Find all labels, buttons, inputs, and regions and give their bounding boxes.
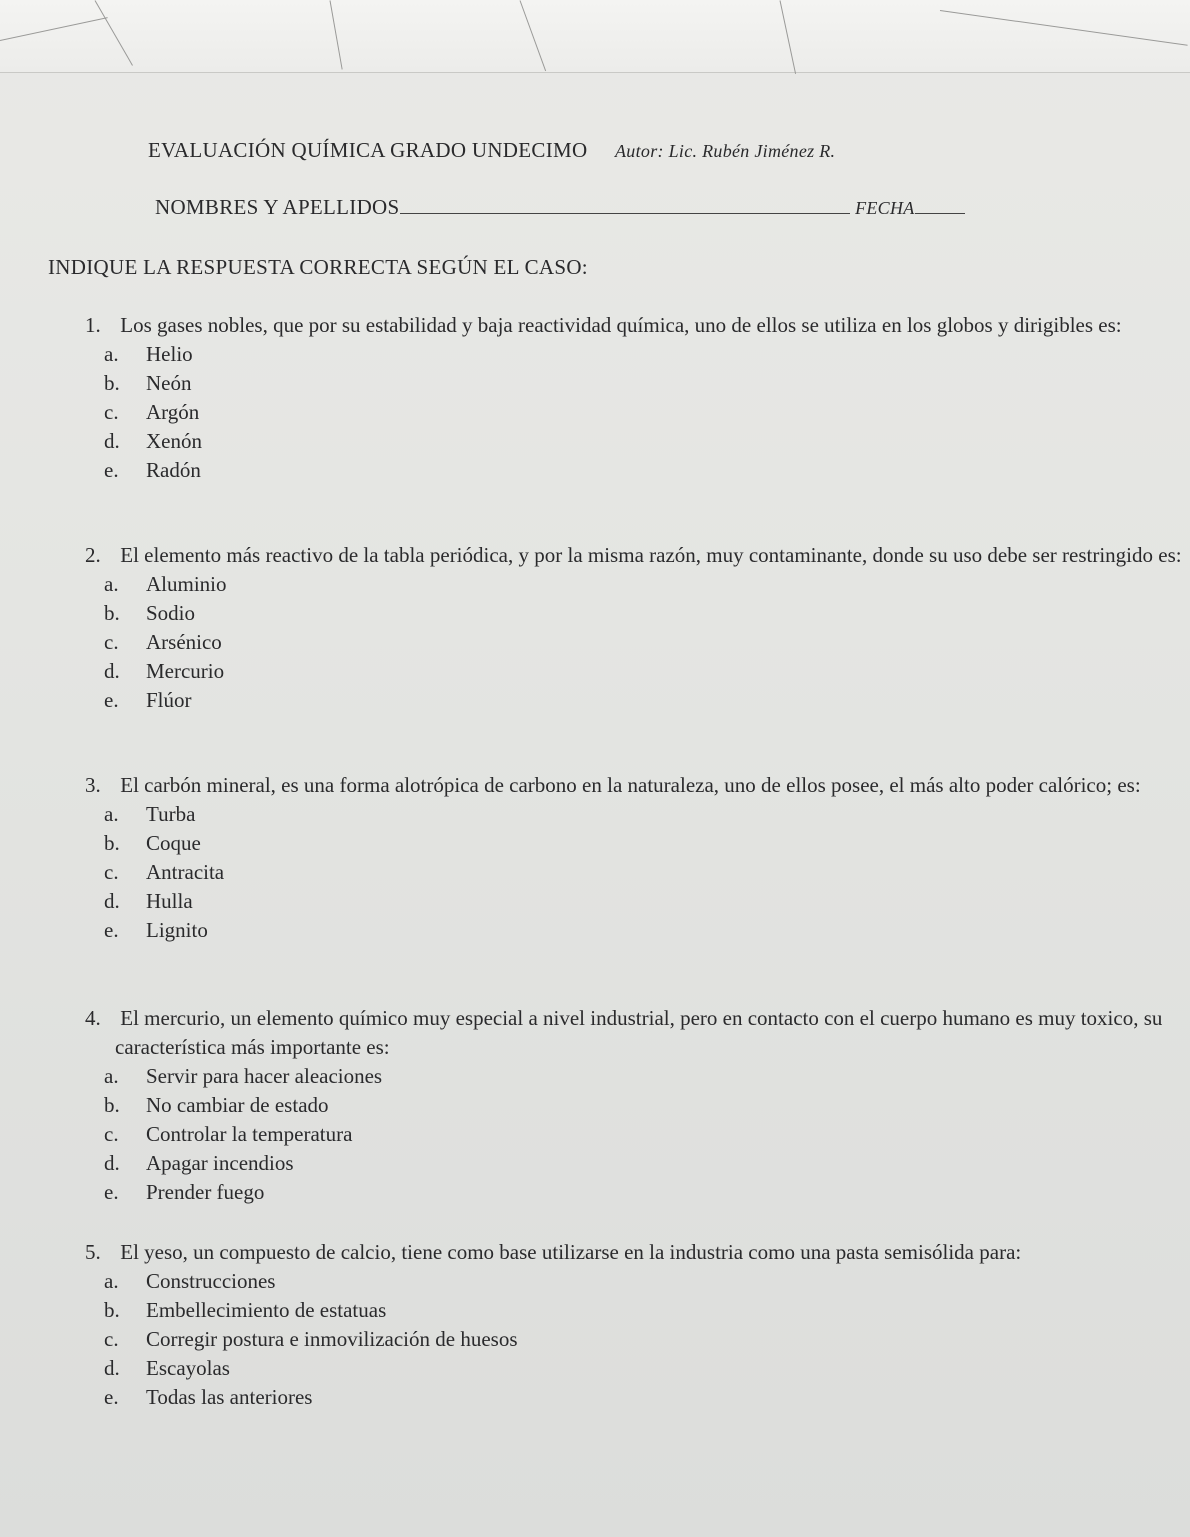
option-text: Mercurio [146, 659, 225, 683]
option-letter: d. [104, 659, 120, 683]
option-text: Escayolas [146, 1356, 230, 1380]
option-text: Corregir postura e inmovilización de huesos [146, 1327, 518, 1351]
question-text: El mercurio, un elemento químico muy especial a nivel industrial, pero en contacto con el cuerpo humano es muy toxico, su característica más importante es: [115, 1006, 1163, 1059]
option-b[interactable] [102, 1091, 1185, 1120]
option-text: Arsénico [146, 630, 222, 654]
option-d[interactable] [102, 1354, 1185, 1383]
question-number: 3. [85, 773, 101, 797]
option-letter: c. [104, 1122, 119, 1146]
option-letter: b. [104, 601, 120, 625]
option-a[interactable] [102, 340, 1185, 369]
option-text: Hulla [146, 889, 193, 913]
option-e[interactable] [102, 1178, 1185, 1207]
option-text: Lignito [146, 918, 208, 942]
name-label: NOMBRES Y APELLIDOS [155, 195, 400, 219]
option-text: Radón [146, 458, 201, 482]
option-letter: c. [104, 1327, 119, 1351]
option-a[interactable] [102, 570, 1185, 599]
question-2 [85, 541, 1185, 715]
option-text: No cambiar de estado [146, 1093, 329, 1117]
question-5 [85, 1238, 1185, 1412]
question-text: El carbón mineral, es una forma alotrópica de carbono en la naturaleza, uno de ellos posee, el más alto poder calórico; es: [120, 773, 1141, 797]
option-c[interactable] [102, 1325, 1185, 1354]
exam-author: Autor: Lic. Rubén Jiménez R. [615, 141, 836, 161]
option-text: Apagar incendios [146, 1151, 294, 1175]
question-text: El elemento más reactivo de la tabla periódica, y por la misma razón, muy contaminante, donde su uso debe ser restringido es: [120, 543, 1182, 567]
option-text: Embellecimiento de estatuas [146, 1298, 387, 1322]
option-letter: e. [104, 918, 119, 942]
option-text: Sodio [146, 601, 196, 625]
option-text: Flúor [146, 688, 192, 712]
option-a[interactable] [102, 800, 1185, 829]
option-text: Neón [146, 371, 192, 395]
option-e[interactable] [102, 916, 1185, 945]
option-b[interactable] [102, 829, 1185, 858]
option-text: Servir para hacer aleaciones [146, 1064, 383, 1088]
exam-header [148, 138, 835, 163]
option-letter: b. [104, 371, 120, 395]
option-letter: a. [104, 802, 119, 826]
option-letter: e. [104, 688, 119, 712]
option-text: Prender fuego [146, 1180, 265, 1204]
question-1 [85, 311, 1185, 485]
option-d[interactable] [102, 1149, 1185, 1178]
option-text: Aluminio [146, 572, 227, 596]
option-letter: d. [104, 1356, 120, 1380]
option-c[interactable] [102, 858, 1185, 887]
option-a[interactable] [102, 1267, 1185, 1296]
option-text: Controlar la temperatura [146, 1122, 353, 1146]
option-text: Todas las anteriores [146, 1385, 313, 1409]
instructions: INDIQUE LA RESPUESTA CORRECTA SEGÚN EL CASO: [48, 255, 588, 279]
option-letter: b. [104, 1093, 120, 1117]
date-field[interactable] [915, 213, 965, 214]
option-letter: a. [104, 572, 119, 596]
option-text: Xenón [146, 429, 202, 453]
option-a[interactable] [102, 1062, 1185, 1091]
exam-title: EVALUACIÓN QUÍMICA GRADO UNDECIMO [148, 138, 588, 162]
question-text: Los gases nobles, que por su estabilidad y baja reactividad química, uno de ellos se utiliza en los globos y dirigibles es: [120, 313, 1122, 337]
option-d[interactable] [102, 427, 1185, 456]
option-letter: d. [104, 1151, 120, 1175]
question-number: 1. [85, 313, 101, 337]
option-b[interactable] [102, 599, 1185, 628]
option-e[interactable] [102, 456, 1185, 485]
option-e[interactable] [102, 1383, 1185, 1412]
date-label: FECHA [855, 198, 915, 218]
option-letter: b. [104, 1298, 120, 1322]
option-text: Turba [146, 802, 196, 826]
option-b[interactable] [102, 1296, 1185, 1325]
option-text: Coque [146, 831, 201, 855]
option-letter: a. [104, 342, 119, 366]
option-letter: e. [104, 458, 119, 482]
option-letter: a. [104, 1064, 119, 1088]
question-text: El yeso, un compuesto de calcio, tiene como base utilizarse en la industria como una pasta semisólida para: [120, 1240, 1022, 1264]
option-text: Argón [146, 400, 200, 424]
option-letter: c. [104, 630, 119, 654]
option-letter: e. [104, 1180, 119, 1204]
option-c[interactable] [102, 628, 1185, 657]
name-field[interactable] [400, 213, 850, 214]
option-c[interactable] [102, 398, 1185, 427]
question-number: 4. [85, 1006, 101, 1030]
option-text: Antracita [146, 860, 225, 884]
name-date-row [155, 195, 965, 220]
option-text: Construcciones [146, 1269, 276, 1293]
option-d[interactable] [102, 887, 1185, 916]
option-text: Helio [146, 342, 193, 366]
option-c[interactable] [102, 1120, 1185, 1149]
option-letter: b. [104, 831, 120, 855]
question-number: 5. [85, 1240, 101, 1264]
option-d[interactable] [102, 657, 1185, 686]
question-number: 2. [85, 543, 101, 567]
option-letter: d. [104, 889, 120, 913]
option-letter: e. [104, 1385, 119, 1409]
option-letter: a. [104, 1269, 119, 1293]
question-3 [85, 771, 1185, 945]
previous-page-strip [0, 0, 1190, 73]
option-b[interactable] [102, 369, 1185, 398]
option-letter: c. [104, 860, 119, 884]
option-letter: c. [104, 400, 119, 424]
question-4 [85, 1004, 1185, 1207]
option-letter: d. [104, 429, 120, 453]
option-e[interactable] [102, 686, 1185, 715]
